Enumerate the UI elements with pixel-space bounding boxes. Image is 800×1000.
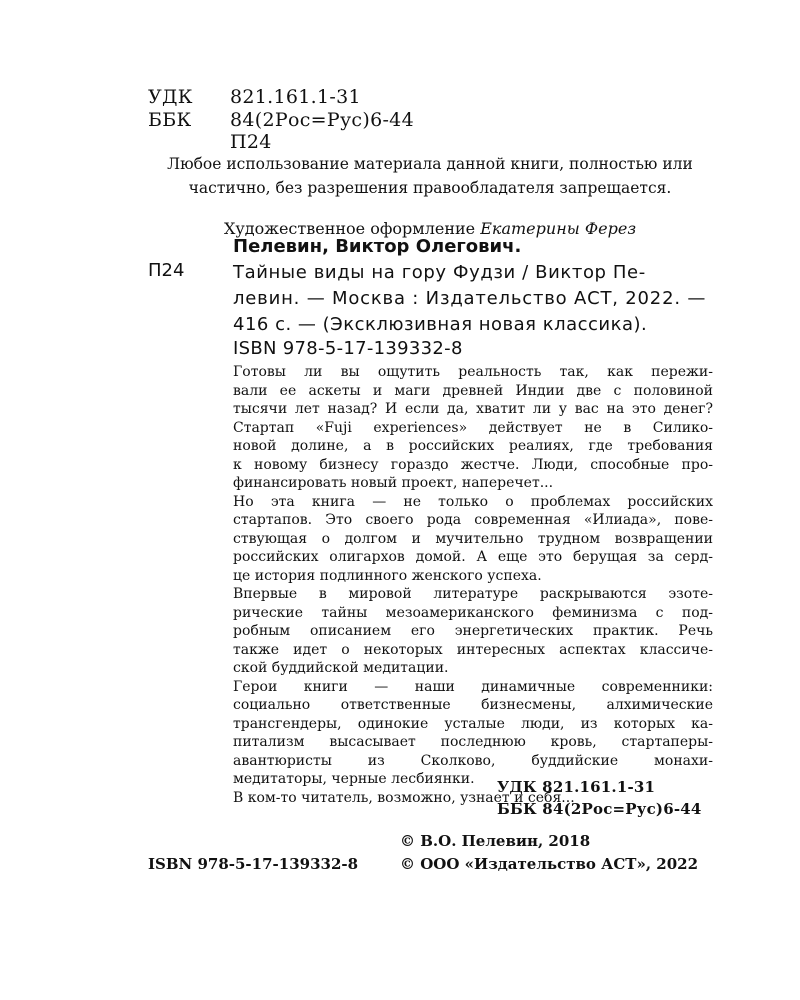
annotation-line: Впервые в мировой литературе раскрываются эзоте- bbox=[233, 586, 713, 602]
catalog-isbn: ISBN 978-5-17-139332-8 bbox=[233, 338, 463, 359]
annotation-line: питализм высасывает последнюю кровь, стартаперы- bbox=[233, 734, 713, 750]
annotation-line: ской буддийской медитации. bbox=[233, 660, 449, 676]
annotation-line: также идет о некоторых интересных аспектах классиче- bbox=[233, 641, 713, 658]
annotation-line: новой долине, а в российских реалиях, где требования bbox=[233, 438, 713, 454]
rights-notice-line-1: Любое использование материала данной книги, полностью или bbox=[167, 155, 693, 173]
annotation-line: авантюристы из Сколково, буддийские монахи- bbox=[233, 752, 713, 769]
catalog-author: Пелевин, Виктор Олегович. bbox=[233, 236, 522, 257]
annotation-line: Стартап «Fuji experiences» действует не в Силико- bbox=[233, 419, 713, 436]
catalog-line-1: Тайные виды на гору Фудзи / Виктор Пе- bbox=[233, 262, 646, 283]
rights-notice bbox=[140, 152, 720, 200]
copyright-author: © В.О. Пелевин, 2018 bbox=[400, 832, 591, 850]
annotation-line: стартапов. Это своего рода современная «Илиада», пове- bbox=[233, 512, 713, 528]
design-credit-prefix: Художественное оформление bbox=[223, 219, 476, 238]
annotation-line: российских олигархов домой. А еще это берущая за серд- bbox=[233, 549, 713, 565]
bbk-label: ББК bbox=[148, 109, 192, 131]
annotation-line: к новому бизнесу гораздо жестче. Люди, способные про- bbox=[233, 456, 713, 473]
design-credit-artist: Екатерины Ферез bbox=[480, 219, 637, 238]
annotation bbox=[233, 363, 713, 807]
udk-label: УДК bbox=[148, 86, 193, 108]
catalog-record bbox=[233, 260, 713, 338]
annotation-line: трансгендеры, одинокие усталые люди, из которых ка- bbox=[233, 715, 713, 732]
annotation-line: робным описанием его энергетических практик. Речь bbox=[233, 623, 713, 639]
udk-row bbox=[148, 86, 361, 108]
annotation-line: Но эта книга — не только о проблемах российских bbox=[233, 493, 713, 510]
annotation-line: финансировать новый проект, наперечет... bbox=[233, 475, 554, 491]
author-mark: П24 bbox=[230, 131, 272, 153]
annotation-line: рические тайны мезоамериканского феминизма с под- bbox=[233, 604, 713, 621]
bbk-row bbox=[148, 109, 414, 131]
catalog-line-3: 416 с. — (Эксклюзивная новая классика). bbox=[233, 314, 648, 335]
annotation-line: медитаторы, черные лесбиянки. bbox=[233, 771, 475, 787]
bbk-value: 84(2Рос=Рус)6-44 bbox=[230, 109, 414, 131]
footer-udk: УДК 821.161.1-31 bbox=[497, 778, 656, 796]
rights-notice-line-2: частично, без разрешения правообладателя запрещается. bbox=[188, 179, 672, 197]
annotation-line: Герои книги — наши динамичные современники: bbox=[233, 678, 713, 695]
annotation-line: социально ответственные бизнесмены, алхимические bbox=[233, 697, 713, 713]
annotation-line: ствующая о долгом и мучительно трудном возвращении bbox=[233, 530, 713, 547]
annotation-line: В ком-то читатель, возможно, узнает и себя... bbox=[233, 789, 575, 806]
annotation-line: Готовы ли вы ощутить реальность так, как пережи- bbox=[233, 364, 713, 380]
annotation-line: це история подлинного женского успеха. bbox=[233, 567, 542, 584]
udk-value: 821.161.1-31 bbox=[230, 86, 361, 108]
footer-isbn: ISBN 978-5-17-139332-8 bbox=[148, 855, 359, 873]
footer-bbk: ББК 84(2Рос=Рус)6-44 bbox=[497, 800, 702, 818]
annotation-line: тысячи лет назад? И если да, хватит ли у вас на это денег? bbox=[233, 401, 713, 417]
catalog-line-2: левин. — Москва : Издательство АСТ, 2022. — bbox=[233, 288, 707, 309]
annotation-line: вали ее аскеты и маги древней Индии две с половиной bbox=[233, 382, 713, 399]
author-mark-row bbox=[148, 131, 272, 153]
catalog-code: П24 bbox=[148, 260, 185, 281]
copyright-publisher: © ООО «Издательство АСТ», 2022 bbox=[400, 855, 699, 873]
